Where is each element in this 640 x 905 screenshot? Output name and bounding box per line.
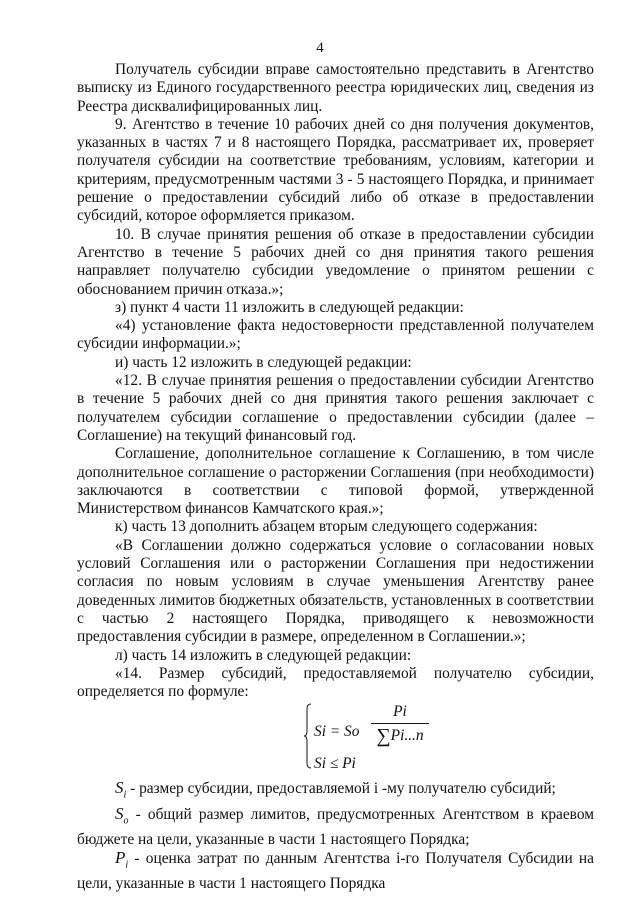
paragraph: Получатель субсидии вправе самостоятельно представить в Агентство выписку из Единого государственного реестра юридических лиц, сведения из Реестра дисквалифицированных лиц. — [77, 61, 594, 115]
paragraph: л) часть 14 изложить в следующей редакции: — [115, 646, 412, 664]
paragraph: к) часть 13 дополнить абзацем вторым следующего содержания: — [115, 518, 538, 536]
paragraph: «12. В случае принятия решения о предоставлении субсидии Агентство в течение 5 рабочих дней со дня принятия такого решения заключает с получателем субсидии соглашение о предоставлении субсидии (далее – Соглашение) на текущий финансовый год. — [77, 372, 594, 444]
definition-text: - оценка затрат по данным Агентства i-го Получателя Субсидии на цели, указанные в части 1 настоящего Порядка — [77, 850, 594, 892]
formula-denominator — [371, 725, 429, 748]
formula-fraction — [371, 703, 429, 748]
definition-symbol: $S_i$ — [115, 778, 127, 801]
page-number: 4 — [316, 40, 324, 56]
formula-numerator: Pi — [393, 703, 407, 721]
denominator-text: Pi...n — [390, 727, 424, 745]
document-body — [77, 61, 594, 893]
paragraph: «14. Размер субсидий, предоставляемой получателю субсидии, определяется по формуле: — [77, 664, 594, 701]
paragraph: «В Соглашении должно содержаться условие о согласовании новых условий Соглашения или о расторжении Соглашения при недостижении согласия по новым условиям в случае уменьшения Агентству ранее доведенных лимитов бюджетных обязательств, установленных в соответствии с частью 2 настоящего Порядка, приводящего к невозможности предоставления субсидии в размере, определенном в Соглашении.»; — [77, 536, 594, 646]
definition-symbol: $S_o$ — [115, 804, 129, 827]
paragraph: Соглашение, дополнительное соглашение к Соглашению, в том числе дополнительное соглашение о расторжении Соглашения (при необходимости) заключаются в соответствии с типовой формой, утвержденной Министерством финансов Камчатского края.»; — [77, 445, 594, 518]
definition-text: - размер субсидии, предоставляемой i -му получателю субсидий; — [126, 780, 556, 798]
definition-text: - общий размер лимитов, предусмотренных Агентством в краевом бюджете на цели, указанные в части 1 настоящего Порядка; — [77, 806, 594, 848]
paragraph: 10. В случае принятия решения об отказе в предоставлении субсидии Агентство в течение 5 рабочих дней со дня принятия такого решения направляет получателю субсидии уведомление о принятом решении с обоснованием причин отказа.»; — [77, 225, 594, 298]
definition-so — [77, 805, 594, 849]
definition-si — [77, 779, 594, 805]
formula-condition: Si ≤ Pi — [314, 755, 356, 773]
definition-symbol: $P_i$ — [115, 848, 129, 871]
formula-left-side: Si = So — [314, 723, 360, 741]
paragraph: 9. Агентство в течение 10 рабочих дней со дня получения документов, указанных в частях 7 и 8 настоящего Порядка, рассматривает их, проверяет получателя субсидии на соответствие требованиям, условиям, категории и критериям, предусмотренным частями 3 - 5 настоящего Порядка, и принимает решение о предоставлении субсидий либо об отказе в предоставлении субсидий, которое оформляется приказом. — [77, 115, 594, 225]
paragraph: з) пункт 4 части 11 изложить в следующей редакции: — [115, 298, 464, 316]
subsidy-formula — [304, 703, 434, 773]
definition-pi — [77, 849, 594, 893]
brace-symbol — [304, 703, 312, 769]
paragraph: «4) установление факта недостоверности представленной получателем субсидии информации.»; — [77, 317, 594, 353]
sum-symbol: ∑ — [376, 725, 391, 748]
paragraph: и) часть 12 изложить в следующей редакции: — [115, 353, 412, 371]
